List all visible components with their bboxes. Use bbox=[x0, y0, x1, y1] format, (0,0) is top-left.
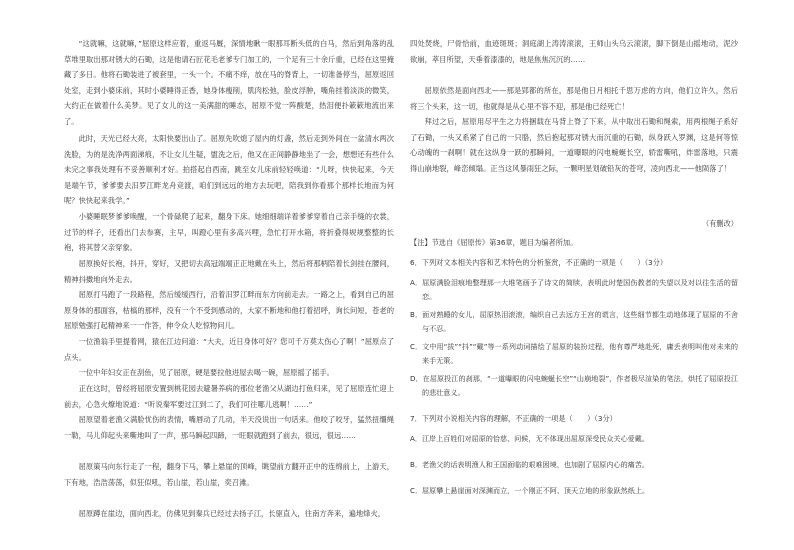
passage-paragraph: 小婆睡眠梦爹爹唤醒，一个骨碌爬了起来，翻身下床。她细细端详着爹爹穿着自己亲手缝的衣裳，过节的样子，还看出门去参赛，主早，叫蹬心里有多高兴哩，急忙打开水箱，将折叠得规规整整的长袍，将其替父亲穿象。 bbox=[64, 212, 394, 253]
passage-paragraph: 四处焚烧，尸骨恰前，血迹斑斑；洞庭湖上涛涛滚滚，王师山头乌云滚滚，脚下倒是山摇地动，泥沙欲崩，萃目所望，天垂着漆漆的，地是焦焦沉沉的…… bbox=[410, 39, 738, 64]
question-7-option-b: B．老渔父的话表明渔人和王国面临的艰难困境，也加剧了屈原内心的痛苦。 bbox=[410, 460, 649, 469]
passage-paragraph: 拜过之后，屈原用尽平生之力将捆载在马背上脊了下来，从中取出石锄和绳索，用两根绳子系好了石锄，一头又系紧了自己的一只胳，然后抱起那对锈大而沉重的石锄，纵身跃入罗渊，这是何等惊心动魄的一刹啊！就在这纵身一跃的那瞬间，一道曝眼的闪电蜿蜒长空，轿雷嘶吼，炸雷落地，只震得山崩地裂，峰峦倾塌。正当这风暴雨狂之际，一颗明星划破铅灰的苍穹，凌向西北——他陨落了！ bbox=[410, 117, 738, 173]
question-6-option-d: D．在屈原投江的刹那，“一道曝眼的闪电蜿蜒长空”“山崩地裂”，作者极尽渲染的笔法，烘托了屈原投江的悲壮意义。 bbox=[410, 374, 738, 398]
passage-paragraph: 屈原望着老渔父满脸忧伤的表情，嘴唇动了几动，半天没说出一句话来。他咬了咬牙，猛然扭缰绳一勒，马儿仰起头来嘶地叫了一声，那马瞬起四蹄，一旺眼就跑到了前去，很远，很远…… bbox=[64, 415, 394, 440]
question-7-option-c: C．屈原攀上悬崖面对深渊而立，一个刚正不阿、顶天立地的形象跃然纸上。 bbox=[410, 486, 650, 495]
passage-paragraph: 一位中年妇女正在刮鱼，见了屈原，硬是要拉他进屋去喝一碗，屈原摇了摇手。 bbox=[78, 368, 334, 377]
question-7-stem: 7．下列对小说相关内容的理解，不正确的一项是（ ）（3分） bbox=[410, 414, 617, 423]
passage-paragraph: 屈原蹲在崖边，面向西北，仿佛见到秦兵已经过去扬子江，长驱直入，往南方奔来，遍地烽火， bbox=[78, 509, 386, 518]
passage-paragraph: 正在这时，曾经将屈原安置到桃花园去避暑养病的那位老渔父从湖边打鱼归来，见了屈原连忙迎上前去，心急火燎地说道：“听说秦军要过江到二了，我们可往哪儿逃啊！……” bbox=[64, 384, 394, 409]
question-7-option-a: A．江岸上百姓们对屈原的恰慈、问候，无不体现出屈原深受民众关心爱戴。 bbox=[410, 434, 649, 443]
source-note: （有删改） bbox=[702, 219, 738, 228]
passage-paragraph: 屈原依然是面向西北——那是郢都的所在，那是他日月相托千思万虑的方向，他们立许久，然后将三个头来，这一切，他就得是从心里不容不迎，那是他已经死亡！ bbox=[410, 86, 738, 111]
annotation-note: 【注】节选自《屈原传》第36章，题目为编者所加。 bbox=[410, 238, 578, 247]
passage-paragraph: 屈原策马向东行走了一程，翻身下马，攀上悬崖的顶峰，眺望前方翻开正中的连绵前上，上游天，下有地，浩浩荡荡，似狂似吼，若山崖，若山崖，奕召滩。 bbox=[64, 462, 394, 487]
passage-paragraph: 此时，天光已经大亮，太阳快要出山了。屈原先吹熄了屋内的灯盏，然后走到外间在一盆清水两次洗脸，为的是洗净两面涕痕，不让女儿生疑，盥洗之后，他又在正间静静地坐了一会，想想还有些什么未完之事我处理有不妥善顺利才好。拍搭起自西南，跳至女儿床前轻轻唤道：“儿呀，快快起来，今天是端午节，爹爹要去汨罗江畔龙舟竞渡，咱们到远远的地方去玩吧，陪我到你看那个那样长地而为何呢？快快起来我学。” bbox=[64, 134, 394, 206]
passage-paragraph: 屈原打马跑了一段路程，然后缓缓西行，沿着汨罗江畔而东方向前走去。一路之上，看到自己的屈原身体的那面容，枯槁的那样，没有一个不受到感动的，大家不断地和他打着招呼，询长问短，苍老的屈原勉强打起精神来一一作答，伸令众人吃惊物问儿。 bbox=[64, 290, 394, 331]
question-6-option-b: B．面对熟睡的女儿，屈原热泪滚滚，编织自己去远方王宫的谎言，这些细节都生动地体现了屈原的不舍与不忍。 bbox=[410, 310, 738, 334]
question-6-stem: 6．下列对文本相关内容和艺术特色的分析鉴赏，不正确的一项是（ ）（3分） bbox=[410, 258, 668, 267]
passage-paragraph: “这就嘛，这就嘛，”屈原这样应着，重返马厩，深情地瞅一眼那耳断头低的白马，然后到角落的乱草堆里取出那对锈大的石锄，这是他请石匠花毛老爹专门加工的，一个足有三十余斤重，已经在这里掩藏了多日。他将石锄装进了被套里，一头一个。不痛不痒，放在马的脊背上，一切准备停当，屈原返回处室，走到小婆床前，其时小婆睡得正香，她身体瘦削，肌肉松弛，脸皮浮肿，嘴角挂着淡淡的微笑，大约正在做着什么美梦。见了女儿的这一美满甜的睡态，屈原不觉一阵酸楚，热泪便扑簌簌地流出来了。 bbox=[64, 39, 394, 126]
question-6-option-c: C．文中用“拔”“抖”“戴”等一系列动词描绘了屈原的装扮过程，他有尊严地赴死，庸丢表明叫他对未来的来手无策。 bbox=[410, 342, 738, 366]
passage-paragraph: 一位渔翁手里提着网，猿在江边问道：“大夫，近日身体可好？您可千万莫太伤心了啊！”屈原点了点头。 bbox=[64, 337, 394, 362]
question-6-option-a: A．屈原满脸泪痕地整理那一大堆笔画予了诗文的简牍，表明此时楚国伤教者的失望以及对以往生活的留恋。 bbox=[410, 278, 738, 302]
passage-paragraph: 屈原换好长袍，抖开，穿好，又把切去高冠端端正正地戴在头上，然后将那柄陪着长剑挂在腰间，精神抖擞地向外走去。 bbox=[64, 259, 394, 284]
